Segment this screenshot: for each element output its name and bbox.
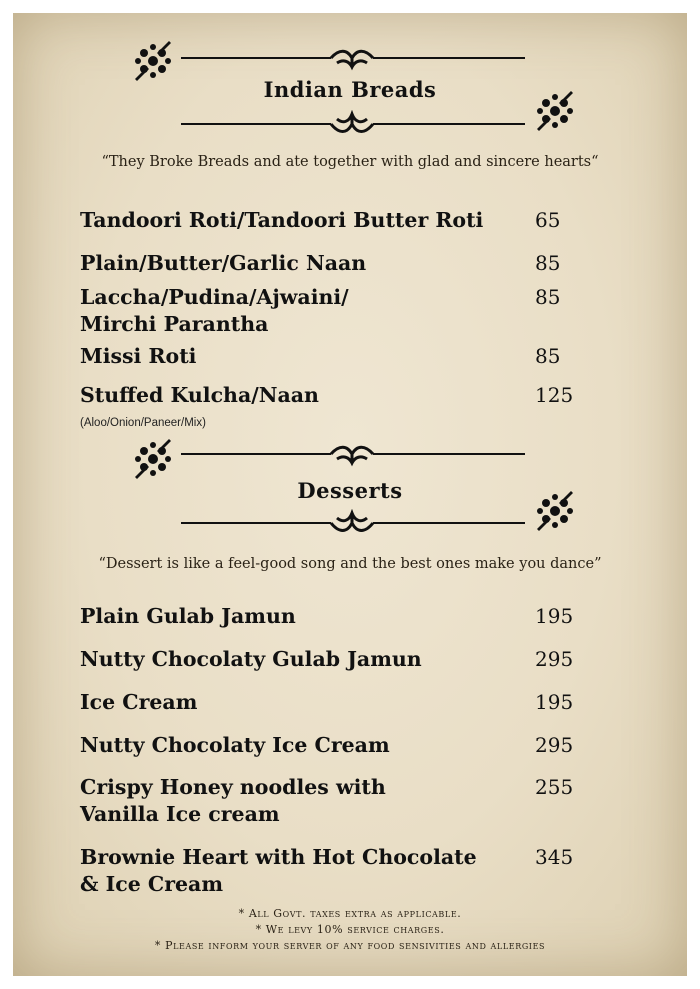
menu-item-note: (Aloo/Onion/Paneer/Mix) [80, 417, 206, 429]
footer-note-service-charge: * We levy 10% service charges. [255, 923, 445, 936]
menu-item-name: Tandoori Roti/Tandoori Butter Roti [80, 208, 484, 232]
menu-item-price: 295 [535, 647, 574, 671]
floral-flourish-icon [131, 437, 175, 481]
floral-flourish-icon [533, 89, 577, 133]
menu-item-name: Missi Roti [80, 344, 197, 368]
menu-item-price: 85 [535, 251, 561, 275]
menu-item-price: 65 [535, 208, 561, 232]
footer-note-taxes: * All Govt. taxes extra as applicable. [238, 907, 462, 920]
section-quote-indian-breads: “They Broke Breads and ate together with glad and sincere hearts“ [101, 154, 599, 170]
top-divider [13, 45, 687, 75]
title-underline-divider [13, 509, 687, 539]
title-underline-divider [13, 110, 687, 140]
menu-item-name: Ice Cream [80, 690, 198, 714]
menu-page [13, 13, 687, 976]
menu-item-price: 85 [535, 285, 561, 309]
section-title-desserts: Desserts [297, 478, 403, 503]
menu-item-name: Plain/Butter/Garlic Naan [80, 251, 367, 275]
menu-item-price: 195 [535, 690, 574, 714]
menu-item-price: 195 [535, 604, 574, 628]
menu-item-name: Stuffed Kulcha/Naan [80, 383, 319, 407]
floral-flourish-icon [533, 489, 577, 533]
menu-item-price: 345 [535, 845, 574, 869]
menu-item-price: 125 [535, 383, 574, 407]
menu-item-price: 255 [535, 775, 574, 799]
menu-item-name: Laccha/Pudina/Ajwaini/ Mirchi Parantha [80, 285, 349, 336]
menu-item-name: Nutty Chocolaty Gulab Jamun [80, 647, 422, 671]
menu-item-price: 295 [535, 733, 574, 757]
menu-item-name: Brownie Heart with Hot Chocolate & Ice Cream [80, 845, 477, 896]
menu-item-name: Nutty Chocolaty Ice Cream [80, 733, 390, 757]
top-divider [13, 441, 687, 471]
menu-item-name: Plain Gulab Jamun [80, 604, 296, 628]
footer-note-allergies: * Please inform your server of any food sensivities and allergies [154, 939, 546, 952]
menu-item-price: 85 [535, 344, 561, 368]
section-quote-desserts: “Dessert is like a feel-good song and the best ones make you dance” [98, 556, 602, 572]
section-title-indian-breads: Indian Breads [263, 77, 437, 102]
menu-item-name: Crispy Honey noodles with Vanilla Ice cream [80, 775, 386, 826]
